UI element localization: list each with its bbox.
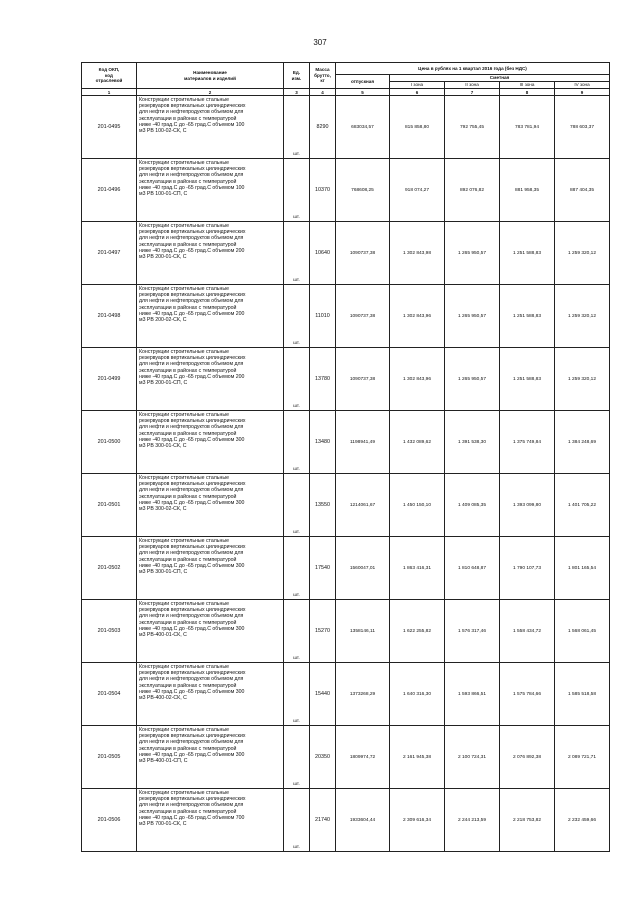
item-name: Конструкции строительные стальные резервуаров вертикальных цилиндрических для нефти и нефтепродуктов объемом для эксплуатации в районах с температурой ниже -40 град.С до -65 град.С объемом 100 м3 РВ 100-01-СП, С: [137, 159, 284, 222]
item-code: 201-0503: [82, 600, 137, 663]
zone3-price: 1 575 784,66: [500, 663, 555, 726]
zone2-price: 1 265 950,57: [445, 222, 500, 285]
item-unit: шт.: [284, 726, 310, 789]
header-release: отпускная: [336, 75, 390, 89]
item-name: Конструкции строительные стальные резервуаров вертикальных цилиндрических для нефти и нефтепродуктов объемом для эксплуатации в районах с температурой ниже -40 град.С до -65 град.С объемом 300 м3 РВ 300-01-СК, С: [137, 411, 284, 474]
item-code: 201-0495: [82, 96, 137, 159]
zone2-price: 1 593 866,51: [445, 663, 500, 726]
item-code: 201-0496: [82, 159, 137, 222]
item-mass: 8290: [310, 96, 336, 159]
zone2-price: 1 576 317,46: [445, 600, 500, 663]
release-price: 768608,25: [336, 159, 390, 222]
column-number: 3: [284, 89, 310, 96]
item-code: 201-0506: [82, 789, 137, 852]
release-price: 1198941,49: [336, 411, 390, 474]
item-name: Конструкции строительные стальные резервуаров вертикальных цилиндрических для нефти и нефтепродуктов объемом для эксплуатации в районах с температурой ниже -40 град.С до -65 град.С объемом 200 м3 РВ 200-01-СП, С: [137, 348, 284, 411]
column-number: 9: [555, 89, 610, 96]
column-number-row: [82, 89, 610, 96]
release-price: 1090737,38: [336, 285, 390, 348]
item-name: Конструкции строительные стальные резервуаров вертикальных цилиндрических для нефти и нефтепродуктов объемом для эксплуатации в районах с температурой ниже -40 град.С до -65 град.С объемом 700 м3 РВ 700-01-СК, С: [137, 789, 284, 852]
item-mass: 13480: [310, 411, 336, 474]
zone3-price: 1 251 588,83: [500, 348, 555, 411]
item-name: Конструкции строительные стальные резервуаров вертикальных цилиндрических для нефти и нефтепродуктов объемом для эксплуатации в районах с температурой ниже -40 град.С до -65 град.С объемом 100 м3 РВ 100-02-СК, С: [137, 96, 284, 159]
zone2-price: 1 810 648,87: [445, 537, 500, 600]
item-code: 201-0504: [82, 663, 137, 726]
item-unit: шт.: [284, 600, 310, 663]
header-code: Код ОКП, код отраслевой: [82, 63, 137, 89]
price-table: [81, 62, 610, 852]
item-mass: 10640: [310, 222, 336, 285]
item-name: Конструкции строительные стальные резервуаров вертикальных цилиндрических для нефти и нефтепродуктов объемом для эксплуатации в районах с температурой ниже -40 град.С до -65 град.С объемом 300 м3 РВ-400-02-СК, С: [137, 663, 284, 726]
header-unit: Ед. изм.: [284, 63, 310, 89]
item-unit: шт.: [284, 222, 310, 285]
item-name: Конструкции строительные стальные резервуаров вертикальных цилиндрических для нефти и нефтепродуктов объемом для эксплуатации в районах с температурой ниже -40 град.С до -65 град.С объемом 300 м3 РВ 300-01-СП, С: [137, 537, 284, 600]
release-price: 1358146,11: [336, 600, 390, 663]
zone1-price: 1 302 843,96: [390, 285, 445, 348]
table-row: [82, 285, 610, 348]
zone3-price: 783 781,94: [500, 96, 555, 159]
header-zone4: IV зона: [555, 82, 610, 89]
zone2-price: 2 244 213,59: [445, 789, 500, 852]
zone3-price: 1 251 588,83: [500, 222, 555, 285]
header-estimate: Сметная: [390, 75, 610, 82]
release-price: 1933604,44: [336, 789, 390, 852]
zone1-price: 1 302 843,96: [390, 348, 445, 411]
page-number: 307: [313, 38, 327, 47]
item-unit: шт.: [284, 411, 310, 474]
zone1-price: 2 309 616,34: [390, 789, 445, 852]
release-price: 1560047,01: [336, 537, 390, 600]
zone4-price: 1 259 320,12: [555, 348, 610, 411]
item-unit: шт.: [284, 348, 310, 411]
table-row: [82, 411, 610, 474]
item-unit: шт.: [284, 789, 310, 852]
zone1-price: 1 302 843,98: [390, 222, 445, 285]
table-row: [82, 789, 610, 852]
item-name: Конструкции строительные стальные резервуаров вертикальных цилиндрических для нефти и нефтепродуктов объемом для эксплуатации в районах с температурой ниже -40 град.С до -65 град.С объемом 300 м3 РВ-400-01-СП, С: [137, 726, 284, 789]
item-mass: 15440: [310, 663, 336, 726]
column-number: 6: [390, 89, 445, 96]
item-unit: шт.: [284, 96, 310, 159]
table-row: [82, 537, 610, 600]
table-row: [82, 96, 610, 159]
item-unit: шт.: [284, 474, 310, 537]
zone1-price: 2 161 945,38: [390, 726, 445, 789]
item-mass: 17540: [310, 537, 336, 600]
zone3-price: 1 558 434,72: [500, 600, 555, 663]
table-row: [82, 159, 610, 222]
item-name: Конструкции строительные стальные резервуаров вертикальных цилиндрических для нефти и нефтепродуктов объемом для эксплуатации в районах с температурой ниже -40 град.С до -65 град.С объемом 200 м3 РВ 200-01-СК, С: [137, 222, 284, 285]
zone2-price: 1 391 538,30: [445, 411, 500, 474]
column-number: 1: [82, 89, 137, 96]
zone3-price: 1 375 749,84: [500, 411, 555, 474]
zone4-price: 887 404,35: [555, 159, 610, 222]
item-name: Конструкции строительные стальные резервуаров вертикальных цилиндрических для нефти и нефтепродуктов объемом для эксплуатации в районах с температурой ниже -40 град.С до -65 град.С объемом 200 м3 РВ 200-02-СК, С: [137, 285, 284, 348]
column-number: 5: [336, 89, 390, 96]
zone1-price: 918 074,27: [390, 159, 445, 222]
zone4-price: 1 801 165,54: [555, 537, 610, 600]
zone2-price: 2 100 724,31: [445, 726, 500, 789]
item-code: 201-0505: [82, 726, 137, 789]
release-price: 1214061,67: [336, 474, 390, 537]
release-price: 683034,57: [336, 96, 390, 159]
zone4-price: 2 089 721,71: [555, 726, 610, 789]
zone1-price: 1 863 416,31: [390, 537, 445, 600]
header-zone2: II зона: [445, 82, 500, 89]
zone1-price: 815 858,80: [390, 96, 445, 159]
zone2-price: 792 755,45: [445, 96, 500, 159]
zone3-price: 881 958,35: [500, 159, 555, 222]
header-name: Наименование материалов и изделий: [137, 63, 284, 89]
item-mass: 13550: [310, 474, 336, 537]
item-mass: 13780: [310, 348, 336, 411]
item-code: 201-0499: [82, 348, 137, 411]
zone1-price: 1 432 089,62: [390, 411, 445, 474]
zone1-price: 1 450 150,10: [390, 474, 445, 537]
header-zone1: I зона: [390, 82, 445, 89]
zone4-price: 1 259 320,12: [555, 222, 610, 285]
zone2-price: 892 076,82: [445, 159, 500, 222]
item-unit: шт.: [284, 159, 310, 222]
item-unit: шт.: [284, 537, 310, 600]
table-row: [82, 474, 610, 537]
zone4-price: 1 568 061,45: [555, 600, 610, 663]
item-code: 201-0498: [82, 285, 137, 348]
zone1-price: 1 622 255,82: [390, 600, 445, 663]
release-price: 1373268,29: [336, 663, 390, 726]
item-mass: 20350: [310, 726, 336, 789]
item-mass: 11010: [310, 285, 336, 348]
zone4-price: 788 603,37: [555, 96, 610, 159]
zone2-price: 1 265 950,57: [445, 348, 500, 411]
column-number: 2: [137, 89, 284, 96]
release-price: 1090737,38: [336, 222, 390, 285]
column-number: 8: [500, 89, 555, 96]
item-mass: 10370: [310, 159, 336, 222]
zone4-price: 1 384 248,69: [555, 411, 610, 474]
zone4-price: 1 585 518,58: [555, 663, 610, 726]
zone4-price: 2 232 459,66: [555, 789, 610, 852]
zone3-price: 2 218 753,82: [500, 789, 555, 852]
column-number: 4: [310, 89, 336, 96]
zone1-price: 1 640 316,30: [390, 663, 445, 726]
item-code: 201-0501: [82, 474, 137, 537]
zone2-price: 1 409 085,35: [445, 474, 500, 537]
item-mass: 15270: [310, 600, 336, 663]
header-zone3: III зона: [500, 82, 555, 89]
header-price-group: Цена в рублях на 1 квартал 2016 года (без НДС): [336, 63, 610, 75]
item-code: 201-0500: [82, 411, 137, 474]
table-row: [82, 222, 610, 285]
zone4-price: 1 259 320,12: [555, 285, 610, 348]
table-row: [82, 663, 610, 726]
item-mass: 21740: [310, 789, 336, 852]
release-price: 1809974,72: [336, 726, 390, 789]
table-row: [82, 600, 610, 663]
zone3-price: 1 251 588,83: [500, 285, 555, 348]
item-name: Конструкции строительные стальные резервуаров вертикальных цилиндрических для нефти и нефтепродуктов объемом для эксплуатации в районах с температурой ниже -40 град.С до -65 град.С объемом 300 м3 РВ 300-02-СК, С: [137, 474, 284, 537]
zone3-price: 2 076 892,38: [500, 726, 555, 789]
item-unit: шт.: [284, 663, 310, 726]
zone3-price: 1 790 107,73: [500, 537, 555, 600]
release-price: 1090737,38: [336, 348, 390, 411]
table-row: [82, 726, 610, 789]
item-name: Конструкции строительные стальные резервуаров вертикальных цилиндрических для нефти и нефтепродуктов объемом для эксплуатации в районах с температурой ниже -40 град.С до -65 град.С объемом 300 м3 РВ-400-01-СК, С: [137, 600, 284, 663]
header-mass: Масса брутто, кг: [310, 63, 336, 89]
zone4-price: 1 401 705,22: [555, 474, 610, 537]
column-number: 7: [445, 89, 500, 96]
item-code: 201-0502: [82, 537, 137, 600]
zone3-price: 1 393 099,80: [500, 474, 555, 537]
zone2-price: 1 265 950,57: [445, 285, 500, 348]
item-unit: шт.: [284, 285, 310, 348]
table-row: [82, 348, 610, 411]
item-code: 201-0497: [82, 222, 137, 285]
